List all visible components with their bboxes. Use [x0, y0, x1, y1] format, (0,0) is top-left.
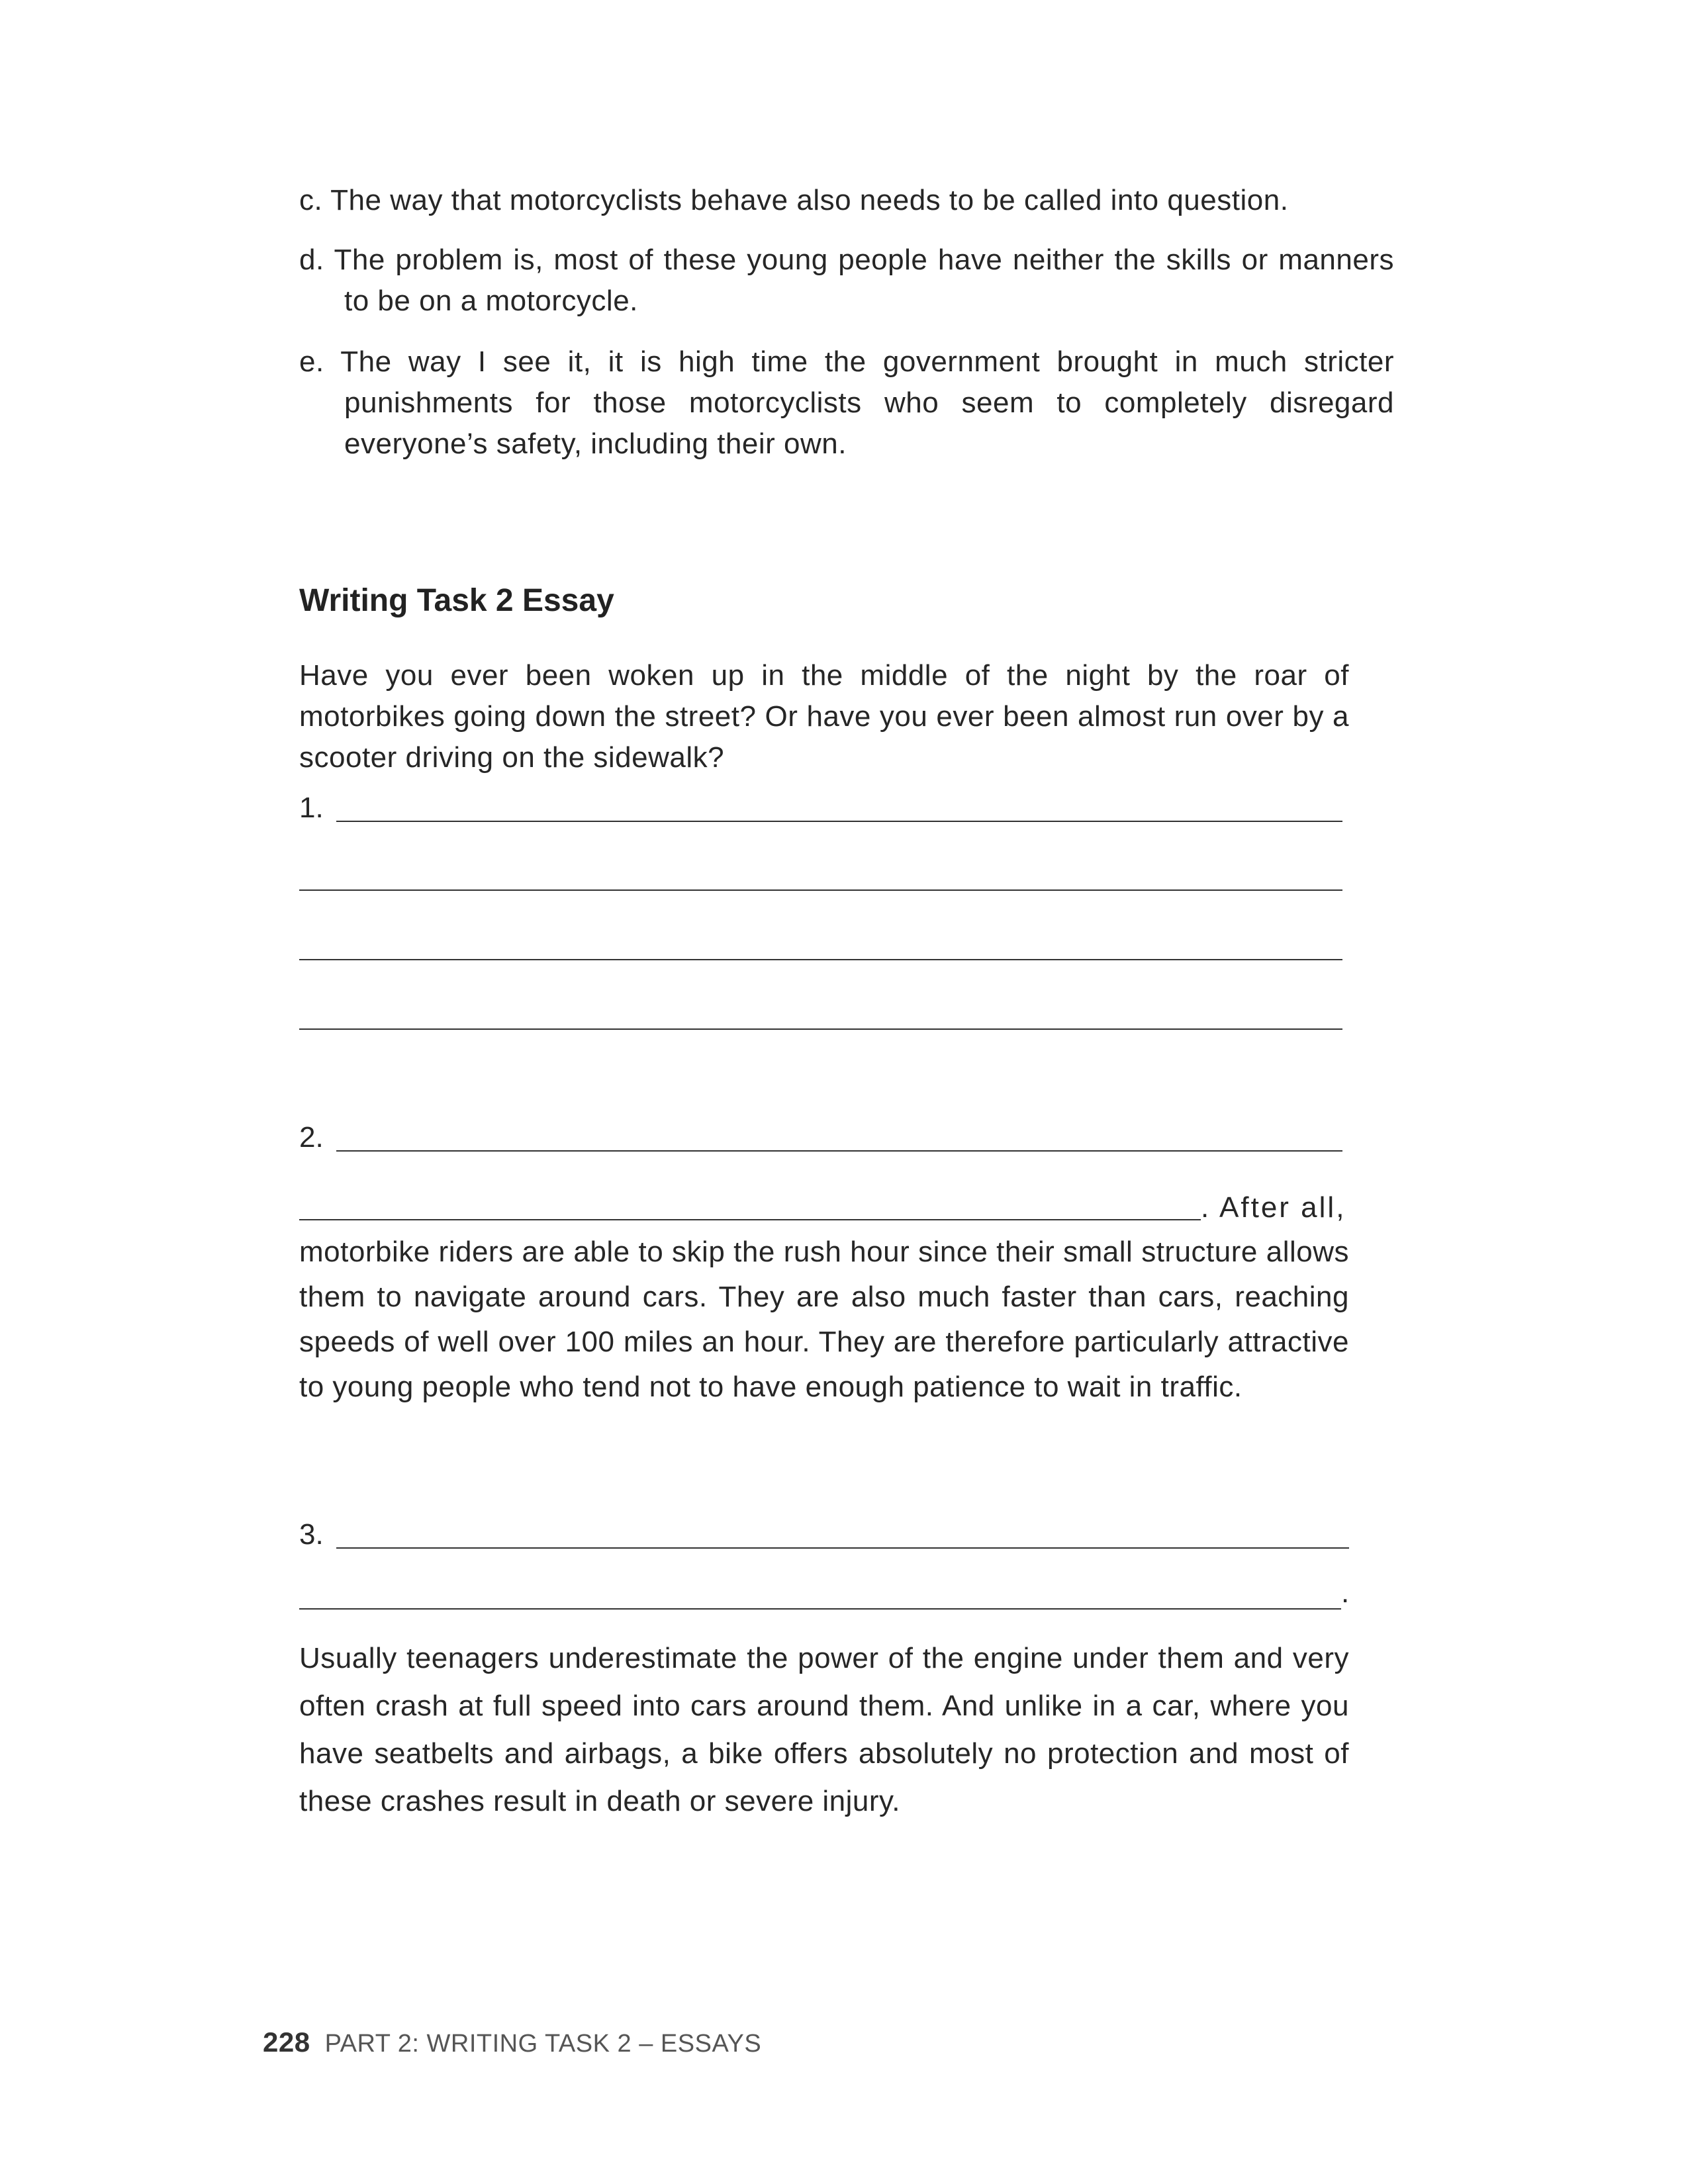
list-item-e — [299, 341, 1394, 465]
blank-number-2: 2. — [299, 1121, 324, 1154]
answer-line-1d[interactable] — [299, 1028, 1342, 1030]
paragraph-two: motorbike riders are able to skip the rush hour since their small structure allows them to navigate around cars. They are also much faster than cars, reaching speeds of well over 100 miles an hour. They are therefore particularly attractive to young people who tend not to have enough patience to wait in traffic. — [299, 1236, 1349, 1403]
footer-section: PART 2: WRITING TASK 2 – ESSAYS — [324, 2030, 762, 2058]
answer-line-2b[interactable] — [299, 1219, 1201, 1220]
page-number: 228 — [263, 2026, 310, 2058]
answer-line-2a[interactable] — [336, 1150, 1342, 1152]
list-item-c — [299, 180, 1394, 221]
answer-line-1c[interactable] — [299, 959, 1342, 960]
answer-line-3a[interactable] — [336, 1547, 1349, 1549]
blank-number-3: 3. — [299, 1518, 324, 1551]
page-footer — [263, 2026, 761, 2058]
paragraph-three: Usually teenagers underestimate the power of the engine under them and very often crash at full speed into cars around them. And unlike in a car, where you have seatbelts and airbags, a bike offers absolutely no protection and most of these crashes result in death or severe injury. — [299, 1642, 1349, 1817]
answer-line-3b[interactable] — [299, 1608, 1341, 1610]
blank-number-1: 1. — [299, 792, 324, 824]
intro-paragraph: Have you ever been woken up in the middle of the night by the roar of motorbikes going down the street? Or have you ever been almost run over by a scooter driving on the sidewalk? — [299, 659, 1349, 774]
list-item-text: The way I see it, it is high time the government brought in much stricter punishments for those motorcyclists who seem to completely disregard everyone’s safety, including their own. — [340, 345, 1395, 460]
list-item-text: The way that motorcyclists behave also needs to be called into question. — [330, 184, 1289, 216]
after-all-text: . After all, — [1201, 1191, 1346, 1224]
period-mark: . — [1341, 1576, 1350, 1609]
list-item-label: e. — [299, 345, 324, 378]
section-title: Writing Task 2 Essay — [299, 583, 614, 618]
list-item-d — [299, 240, 1394, 322]
answer-line-1b[interactable] — [299, 889, 1342, 891]
list-item-text: The problem is, most of these young people have neither the skills or manners to be on a motorcycle. — [334, 244, 1394, 317]
answer-line-1a[interactable] — [336, 821, 1342, 822]
list-item-label: c. — [299, 184, 323, 216]
list-item-label: d. — [299, 244, 324, 276]
